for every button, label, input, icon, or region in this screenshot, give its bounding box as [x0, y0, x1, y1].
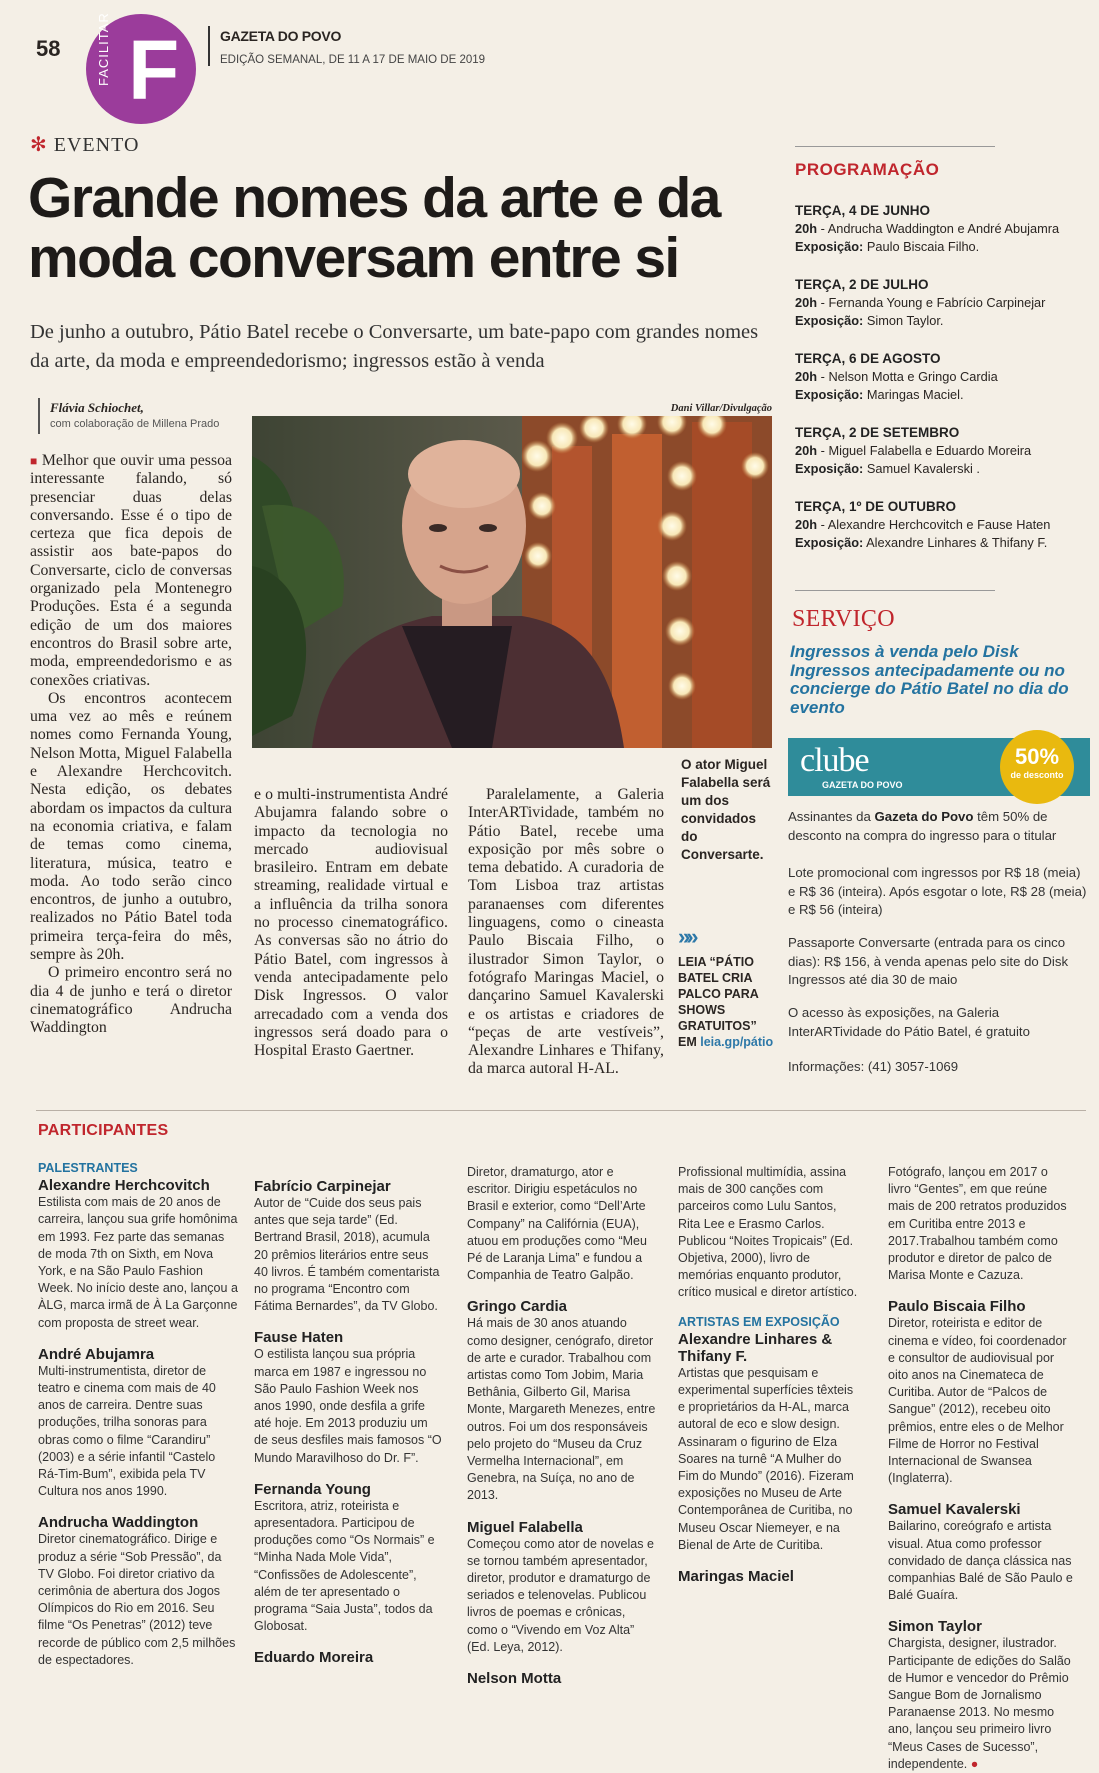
participants-column-2 [254, 1178, 444, 1666]
event-date: TERÇA, 6 DE AGOSTO [795, 351, 941, 366]
square-bullet-icon: ■ [30, 454, 38, 468]
discount-percent: 50% [1014, 744, 1060, 769]
participant-name: Fernanda Young [254, 1480, 371, 1498]
expo-artist: Alexandre Linhares & Thifany F. [866, 535, 1048, 550]
event-talk [795, 220, 1085, 238]
discount-label: de desconto [1010, 770, 1064, 780]
expo-artist: Paulo Biscaia Filho. [866, 239, 980, 254]
publication-name: GAZETA DO POVO [220, 28, 342, 44]
event-date: TERÇA, 1º DE OUTUBRO [795, 499, 956, 514]
event-date: TERÇA, 4 DE JUNHO [795, 203, 931, 218]
author-bar [38, 398, 40, 434]
expo-label: Exposição: [795, 461, 864, 476]
paragraph [30, 452, 232, 690]
expo-artist: Samuel Kavalerski . [866, 461, 980, 476]
participant-name: Maringas Maciel [678, 1568, 794, 1586]
logo-vertical-text: FACILITAR [96, 12, 111, 86]
author-collab: com colaboração de Millena Prado [50, 418, 220, 430]
participant-name: Alexandre Linhares & Thifany F. [678, 1330, 833, 1365]
participant-name: Paulo Biscaia Filho [888, 1298, 1026, 1316]
participant-bio: Começou como ator de novelas e se tornou também apresentador, diretor, produtor e dramaturgo de seriados e telenovelas. Publicou livros de poemas e crônicas, como o “Vivendo em Voz Alta” (Ed. Leya, 2012). [467, 1536, 654, 1654]
participantes-title: PARTICIPANTES [38, 1122, 169, 1139]
expo-label: Exposição: [795, 387, 864, 402]
facilitar-logo [86, 14, 196, 124]
participants-rule [36, 1110, 1086, 1111]
author: Flávia Schiochet, [50, 400, 144, 415]
event-expo [795, 460, 1085, 478]
paragraph: O primeiro encontro será no dia 4 de junho e terá o diretor cinematográfico Andrucha Waddington [30, 964, 232, 1037]
programacao-title: PROGRAMAÇÃO [795, 160, 940, 179]
leia-box [678, 924, 778, 1050]
subsection-palestrantes: PALESTRANTES [38, 1161, 138, 1175]
event-talk [795, 442, 1085, 460]
servico-paragraph: Passaporte Conversarte (entrada para os cinco dias): R$ 156, à venda apenas pelo site do Disk Ingressos até dia 30 de maio [788, 935, 1069, 987]
photo-miguel-falabella [252, 416, 772, 748]
event-time: 20h [795, 369, 818, 384]
participant-bio: Há mais de 30 anos atuando como designer, cenógrafo, diretor de arte e curador. Trabalhou com artistas como Tom Jobim, Maria Bethânia, Gilberto Gil, Marisa Monte, Margareth Menezes, entre outros. Foi um dos responsáveis pelo projeto do “Museu da Cruz Vermelha Internacional”, em Genebra, na Suíça, no ano de 2013. [467, 1316, 656, 1503]
brand-name: Gazeta do Povo [874, 809, 974, 824]
event-time: 20h [795, 295, 818, 310]
event-expo [795, 312, 1085, 330]
servico-paragraph: Lote promocional com ingressos por R$ 18 (meia) e R$ 36 (inteira). Após esgotar o lote, R$ 28 (meia) e R$ 56 (inteira) [788, 865, 1087, 917]
program-event [795, 498, 1085, 552]
servico-title: SERVIÇO [792, 606, 895, 632]
leia-link[interactable]: leia.gp/pátio [700, 1035, 774, 1049]
expo-label: Exposição: [795, 535, 864, 550]
event-expo [795, 386, 1085, 404]
event-talk [795, 294, 1085, 312]
participant-bio: Estilista com mais de 20 anos de carreira, lançou sua grife homônima em 1993. Fez parte das semanas de moda 7th on Sixth, em Nova York, e na São Paulo Fashion Week. No início deste ano, lançou a ÀLG, marca irmã de À La Garçonne com proposta de street wear. [38, 1195, 238, 1330]
event-time: 20h [795, 221, 818, 236]
page-number: 58 [36, 36, 61, 61]
participant-bio: Escritora, atriz, roteirista e apresentadora. Participou de produções como “Os Normais” e “Minha Nada Mole Vida”, “Confissões de Adolescente”, além de ter apresentado o programa “Saia Justa”, todos da Globosat. [254, 1498, 435, 1634]
program-event [795, 276, 1085, 330]
participant-bio: Diretor, roteirista e editor de cinema e vídeo, foi coordenador e consultor de audiovisual por oito anos na Cinemateca de Curitiba. Autor de “Palcos de Sangue” (2012), recebeu oito prêmios, entre eles o de Melhor Filme de Horror no Festival Internacional de Swansea (Inglaterra). [888, 1316, 1067, 1486]
event-date: TERÇA, 2 DE SETEMBRO [795, 425, 960, 440]
end-mark-icon: ● [970, 1756, 979, 1771]
participants-column-5 [888, 1164, 1073, 1773]
event-speakers: - Andrucha Waddington e André Abujamra [820, 221, 1060, 236]
participant-bio: Profissional multimídia, assina mais de 300 canções com parceiros como Lulu Santos, Rita Lee e Erasmo Carlos. Publicou “Noites Tropicais” (Ed. Objetiva, 2000), livro de memórias enquanto produtor, crítico musical e diretor artístico. [678, 1165, 858, 1300]
chevrons-icon: »» [678, 924, 695, 949]
event-date: TERÇA, 2 DE JULHO [795, 277, 929, 292]
participants-column-1 [38, 1160, 238, 1669]
bio-text: Chargista, designer, ilustrador. Participante de edições do Salão de Humor e vencedor do Prêmio Sangue Bom de Jornalismo Paranaense 2013. No mesmo ano, lançou seu primeiro livro “Meus Cases de Sucesso”, independente. [888, 1636, 1071, 1771]
event-expo [795, 238, 1085, 256]
text: Assinantes da [788, 809, 871, 824]
servico-paragraph [788, 808, 1088, 845]
paragraph: Os encontros acontecem uma vez ao mês e reúnem nomes como Fernanda Young, Nelson Motta, Miguel Falabella e Alexandre Herchcovitch. Nesta edição, os debates abordam os impactos da cultura na economia criativa, e falam de temas como cinema, literatura, música, teatro e moda. Ao todo serão cinco encontros, de junho a outubro, realizados no Pátio Batel toda primeira terça-feira do mês, sempre às 20h. [30, 689, 232, 964]
event-speakers: - Fernanda Young e Fabrício Carpinejar [820, 295, 1046, 310]
clube-sub: GAZETA DO POVO [822, 780, 903, 790]
participant-bio: Multi-instrumentista, diretor de teatro e cinema com mais de 40 anos de carreira. Dentre suas produções, trilha sonoras para obras como o filme “Carandiru” (2003) e a série infantil “Castelo Rá-Tim-Bum”, exibida pela TV Cultura nos anos 1990. [38, 1363, 216, 1499]
participants-column-3 [467, 1164, 657, 1687]
header-divider [208, 26, 210, 66]
participant-bio: Diretor, dramaturgo, ator e escritor. Dirigiu espetáculos no Brasil e exterior, como “Dell’Arte Company” na Califórnia (EUA), atuou em produções como “Meu Pé de Laranja Lima” e fundou a Companhia de Teatro Galpão. [467, 1165, 647, 1283]
info-phone: (41) 3057-1069 [867, 1059, 959, 1074]
participant-bio: O estilista lançou sua própria marca em 1987 e ingressou no São Paulo Fashion Week nos anos 1990, onde desfila a grife até hoje. Em 2013 produziu um de seus desfiles mais famosos “O Mundo Maravilhoso do Dr. F”. [254, 1347, 442, 1465]
event-speakers: - Alexandre Herchcovitch e Fause Haten [820, 517, 1051, 532]
participant-name: Simon Taylor [888, 1618, 982, 1636]
participant-bio: Autor de “Cuide dos seus pais antes que seja tarde” (Ed. Bertrand Brasil, 2018), acumula 20 prêmios literários entre seus 40 livros. É também comentarista no programa “Encontro com Fátima Bernardes”, da TV Globo. [254, 1196, 440, 1314]
paragraph: Paralelamente, a Galeria InterARTividade, também no Pátio Batel, recebe uma exposição por mês sobre o tema debatido. A curadoria de Tom Lisboa traz artistas paranaenses com diferentes linguagens, como o cineasta Paulo Biscaia Filho, o ilustrador Simon Taylor, o fotógrafo Maringas Maciel, o dançarino Samuel Kavalerski e os artistas e criadores de “peças de arte vestíveis”, Alexandre Linhares e Thifany, da marca autoral H-AL. [468, 786, 664, 1078]
participant-name: Fause Haten [254, 1329, 344, 1347]
participant-bio: Fotógrafo, lançou em 2017 o livro “Gentes”, em que reúne mais de 200 retratos produzidos em Curitiba entre 2013 e 2017.Trabalhou também como produtor e diretor de palco de Marisa Monte e Cazuza. [888, 1165, 1067, 1283]
photo-credit: Dani Villar/Divulgação [670, 403, 772, 414]
program-event [795, 350, 1085, 404]
participant-name: Nelson Motta [467, 1670, 562, 1688]
photo-caption: O ator Miguel Falabella será um dos convidados do Conversarte. [681, 757, 771, 862]
headline: Grande nomes da arte e da moda conversam entre si [28, 166, 720, 290]
section-label [30, 132, 139, 157]
event-talk [795, 516, 1085, 534]
participant-bio: Artistas que pesquisam e experimental superfícies têxteis e proprietários da H-AL, marca autoral de eco e slow design. Assinaram o figurino de Elza Soares na turnê “A Mulher do Fim do Mundo” (2016). Fizeram exposições no Museu de Arte Contemporânea de Curitiba, no Museu Oscar Niemeyer, e na Bienal de Arte de Curitiba. [678, 1365, 854, 1552]
servico-info [788, 1058, 1088, 1077]
event-speakers: - Nelson Motta e Gringo Cardia [820, 369, 998, 384]
subsection-artistas: ARTISTAS EM EXPOSIÇÃO [678, 1314, 840, 1329]
participant-name: Gringo Cardia [467, 1298, 568, 1316]
sidebar-mid-rule [795, 590, 995, 591]
participant-name: Alexandre Herchcovitch [38, 1177, 210, 1195]
leia-label: LEIA “PÁTIO BATEL CRIA PALCO PARA SHOWS GRATUITOS” EM [678, 955, 759, 1049]
asterisk-icon: ✻ [30, 134, 48, 156]
participant-bio: Diretor cinematográfico. Dirige e produz a série “Sob Pressão”, da TV Globo. Foi diretor criativo da cerimônia de abertura dos Jogos Olímpicos do Rio em 2016. Seu filme “Os Penetras” (2012) teve recorde de público com 2,5 milhões de espectadores. [38, 1532, 236, 1667]
logo-letter: F [128, 23, 180, 117]
event-time: 20h [795, 517, 818, 532]
event-talk [795, 368, 1085, 386]
expo-label: Exposição: [795, 313, 864, 328]
event-speakers: - Miguel Falabella e Eduardo Moreira [820, 443, 1032, 458]
info-label: Informações: [788, 1059, 865, 1074]
article-column-1 [30, 452, 232, 1038]
clube-logo: clube [800, 742, 869, 779]
participant-name: Miguel Falabella [467, 1518, 583, 1536]
event-time: 20h [795, 443, 818, 458]
servico-highlight: Ingressos à venda pelo Disk Ingressos antecipadamente ou no concierge do Pátio Batel no dia do evento [790, 642, 1069, 717]
participants-column-4 [678, 1164, 858, 1585]
sidebar-top-rule [795, 146, 995, 147]
article-column-2 [254, 786, 448, 1060]
paragraph: e o multi-instrumentista André Abujamra falando sobre o impacto da tecnologia no mercado audiovisual brasileiro. Entram em debate streaming, realidade virtual e a influência da trilha sonora no processo cinematográfico. As conversas são no átrio do Pátio Batel, com ingressos à venda antecipadamente pelo Disk Ingressos. O valor arrecadado com a venda dos ingressos será doado para o Hospital Erasto Gaertner. [254, 786, 448, 1060]
participant-bio: Bailarino, coreógrafo e artista visual. Atua como professor convidado de dança clássica nas companhias Balé de São Paulo e Balé Guaíra. [888, 1519, 1073, 1603]
expo-label: Exposição: [795, 239, 864, 254]
edition-line: EDIÇÃO SEMANAL, DE 11 A 17 DE MAIO DE 2019 [220, 54, 486, 66]
paragraph-text: Melhor que ouvir uma pessoa interessante falando, só presenciar duas delas conversando. Esse é o tipo de certeza que fica depois de assistir aos bate-papos do Conversarte, ciclo de conversas organizado pela Montenegro Produções. Esta é a segunda edição de um dos maiores encontros do Brasil sobre arte, moda, empreendedorismo e as conexões criativas. [30, 452, 233, 689]
participant-name: Andrucha Waddington [38, 1514, 199, 1532]
participant-name: Eduardo Moreira [254, 1649, 374, 1667]
deck: De junho a outubro, Pátio Batel recebe o Conversarte, um bate-papo com grandes nomes da arte, da moda e empreendedorismo; ingressos estão à venda [30, 321, 759, 372]
event-expo [795, 534, 1085, 552]
article-column-3 [468, 786, 664, 1079]
program-event [795, 202, 1085, 256]
expo-artist: Maringas Maciel. [866, 387, 964, 402]
participant-name: André Abujamra [38, 1345, 155, 1363]
servico-paragraph: O acesso às exposições, na Galeria InterARTividade do Pátio Batel, é gratuito [788, 1005, 1030, 1039]
program-event [795, 424, 1085, 478]
photo-illustration [252, 416, 772, 748]
clube-banner [788, 738, 1090, 796]
participant-name: Fabrício Carpinejar [254, 1178, 391, 1195]
leia-text [678, 954, 778, 1050]
section-text: EVENTO [53, 134, 140, 156]
expo-artist: Simon Taylor. [866, 313, 944, 328]
discount-badge [1000, 730, 1074, 804]
text: têm 50% de desconto na compra do ingresso para o titular [788, 809, 1057, 843]
participant-bio [888, 1635, 1073, 1773]
participant-name: Samuel Kavalerski [888, 1501, 1021, 1519]
